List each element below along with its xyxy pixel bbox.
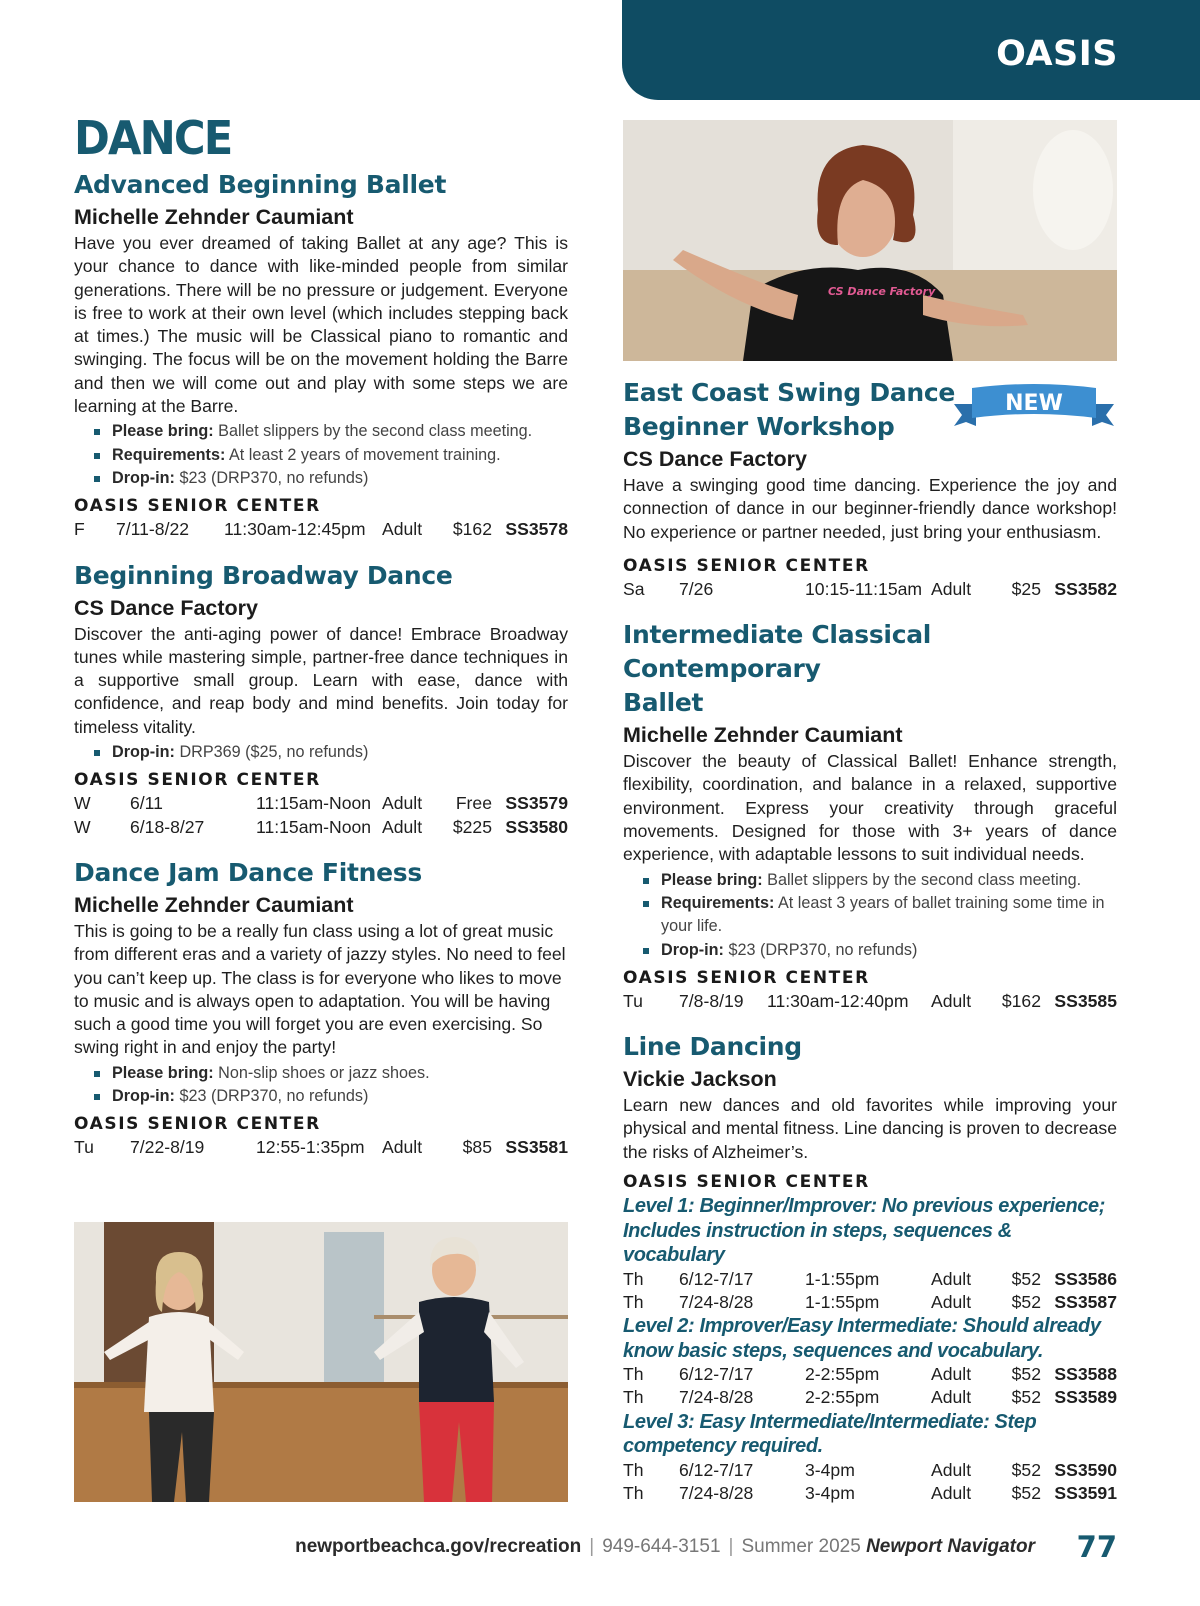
schedule-row: Th 6/12-7/17 2-2:55pm Adult $52 SS3588 — [623, 1364, 1117, 1385]
page-number: 77 — [1076, 1530, 1117, 1564]
course-title-line1: Intermediate Classical Contemporary — [623, 620, 932, 684]
header-tab — [622, 0, 1200, 100]
course-title-line2: Beginner Workshop — [623, 412, 895, 441]
left-column — [74, 110, 568, 1160]
course-advanced-beginning-ballet — [74, 168, 568, 542]
course-instructor: Michelle Zehnder Caumiant — [623, 723, 903, 748]
course-instructor: Michelle Zehnder Caumiant — [74, 205, 354, 229]
course-description: Discover the anti-aging power of dance! Embrace Broadway tunes while mastering simple, partner-free dance techniques in a supportive small group. Learn with ease, dance with confidence, and reap body and mind benefits. Join today for timeless vitality. — [74, 623, 568, 737]
photo-instructor-illustration — [623, 120, 1117, 361]
header-tab-label: OASIS — [996, 34, 1118, 74]
course-east-coast-swing — [623, 376, 1117, 601]
course-title: Line Dancing — [623, 1032, 802, 1062]
footer-url[interactable]: newportbeachca.gov/recreation — [295, 1536, 582, 1557]
course-description: This is going to be a really fun class using a lot of great music from different eras and a variety of jazzy styles. No need to feel you can’t keep up. The class is for everyone who likes to move to music and is always open to adaptation. You will be having such a good time you will forget you are even exercising. So swing right in and enjoy the party! — [74, 920, 566, 1058]
level-heading: know basic steps, sequences and vocabulary. — [623, 1339, 1044, 1362]
photo-instructor — [623, 120, 1117, 361]
schedule-row: Tu 7/22-8/19 12:55-1:35pm Adult $85 SS3581 — [74, 1137, 568, 1158]
course-line-dancing — [623, 1030, 1117, 1505]
level-heading: Level 1: Beginner/Improver: No previous experience; — [623, 1195, 1105, 1218]
schedule-row: Th 7/24-8/28 1-1:55pm Adult $52 SS3587 — [623, 1291, 1117, 1312]
course-description: Learn new dances and old favorites while improving your physical and mental fitness. Line dancing is proven to decrease the risks of Alzheimer’s. — [623, 1095, 1117, 1162]
footer-publication: Newport Navigator — [866, 1536, 1035, 1557]
level-heading: Level 3: Easy Intermediate/Intermediate: Step — [623, 1410, 1037, 1433]
new-badge-label: NEW — [1005, 391, 1063, 416]
course-instructor: CS Dance Factory — [623, 447, 808, 471]
course-bullets — [94, 420, 568, 490]
shirt-logo-text: CS Dance Factory — [828, 285, 936, 298]
course-instructor: CS Dance Factory — [74, 595, 259, 620]
course-location: OASIS SENIOR CENTER — [623, 555, 870, 576]
footer-phone: 949-644-3151 — [602, 1536, 721, 1557]
course-description: Have a swinging good time dancing. Experience the joy and connection of dance in our beginner-friendly dance workshop! No experience or partner needed, just bring your enthusiasm. — [623, 475, 1117, 542]
course-description: Discover the beauty of Classical Ballet! Enhance strength, flexibility, coordination, and balance in a relaxed, supportive environment. Express your creativity through graceful movements. Designed for those with 3+ years of dance experience, with adaptable lessons to suit individual needs. — [623, 751, 1117, 865]
course-instructor: Michelle Zehnder Caumiant — [74, 892, 354, 917]
course-bullets — [94, 1062, 568, 1109]
schedule-row: W 6/11 11:15am-Noon Adult Free SS3579 — [74, 793, 568, 814]
schedule-row: Sa 7/26 10:15-11:15am Adult $25 SS3582 — [623, 578, 1117, 599]
course-bullets — [94, 741, 568, 764]
footer-season: Summer 2025 — [741, 1536, 861, 1557]
course-title: Dance Jam Dance Fitness — [74, 857, 422, 887]
course-location: OASIS SENIOR CENTER — [74, 496, 321, 517]
bullet-item: Requirements: At least 2 years of movement training. — [94, 444, 568, 467]
course-intermediate-classical-contemporary-ballet — [623, 618, 1117, 1013]
course-dance-jam-dance-fitness — [74, 856, 568, 1160]
bullet-item: Please bring: Non-slip shoes or jazz shoes. — [94, 1062, 568, 1085]
course-title: Beginning Broadway Dance — [74, 560, 453, 590]
course-location: OASIS SENIOR CENTER — [623, 1172, 870, 1193]
course-location: OASIS SENIOR CENTER — [74, 770, 321, 791]
course-location: OASIS SENIOR CENTER — [74, 1114, 321, 1135]
bullet-item: Requirements: At least 3 years of ballet training some time in your life. — [643, 892, 1117, 939]
bullet-item: Drop-in: DRP369 ($25, no refunds) — [94, 741, 568, 764]
level-heading: Level 2: Improver/Easy Intermediate: Should already — [623, 1315, 1101, 1338]
course-title-line1: East Coast Swing Dance — [623, 378, 956, 407]
photo-dancers-illustration — [74, 1222, 568, 1502]
section-title: DANCE — [74, 111, 232, 165]
course-bullets — [643, 869, 1117, 962]
course-location: OASIS SENIOR CENTER — [623, 967, 870, 988]
photo-dancers — [74, 1222, 568, 1502]
schedule-row: Th 7/24-8/28 2-2:55pm Adult $52 SS3589 — [623, 1387, 1117, 1408]
course-beginning-broadway-dance — [74, 559, 568, 839]
course-title: Advanced Beginning Ballet — [74, 170, 447, 199]
bullet-item: Please bring: Ballet slippers by the second class meeting. — [94, 420, 568, 443]
schedule-row: Th 6/12-7/17 1-1:55pm Adult $52 SS3586 — [623, 1268, 1117, 1289]
schedule-row: W 6/18-8/27 11:15am-Noon Adult $225 SS3580 — [74, 816, 568, 837]
level-heading: Includes instruction in steps, sequences & vocabulary — [623, 1219, 1012, 1267]
course-instructor: Vickie Jackson — [623, 1067, 777, 1092]
right-column — [623, 376, 1117, 1505]
course-description: Have you ever dreamed of taking Ballet at any age? This is your chance to dance with like-minded people from similar generations. There will be no pressure or judgement. Everyone is free to work at their own level (which includes stepping back at times.) The music will be Classical piano to romantic and swinging. The focus will be on the movement holding the Barre and then we will come out and play with some steps we are learning at the Barre. — [74, 233, 568, 417]
course-title-line2: Ballet — [623, 688, 704, 718]
bullet-item: Drop-in: $23 (DRP370, no refunds) — [94, 467, 568, 490]
bullet-item: Please bring: Ballet slippers by the second class meeting. — [643, 869, 1117, 892]
footer-separator: | — [589, 1536, 595, 1557]
schedule-row: Th 6/12-7/17 3-4pm Adult $52 SS3590 — [623, 1459, 1117, 1480]
footer — [0, 1530, 1200, 1570]
footer-separator: | — [728, 1536, 734, 1557]
footer-line — [295, 1536, 1035, 1558]
schedule-row: Tu 7/8-8/19 11:30am-12:40pm Adult $162 SS3585 — [623, 990, 1117, 1011]
bullet-item: Drop-in: $23 (DRP370, no refunds) — [94, 1085, 568, 1108]
level-heading: competency required. — [623, 1435, 823, 1458]
schedule-row: Th 7/24-8/28 3-4pm Adult $52 SS3591 — [623, 1483, 1117, 1504]
bullet-item: Drop-in: $23 (DRP370, no refunds) — [643, 939, 1117, 962]
schedule-row: F 7/11-8/22 11:30am-12:45pm Adult $162 SS3578 — [74, 519, 568, 540]
